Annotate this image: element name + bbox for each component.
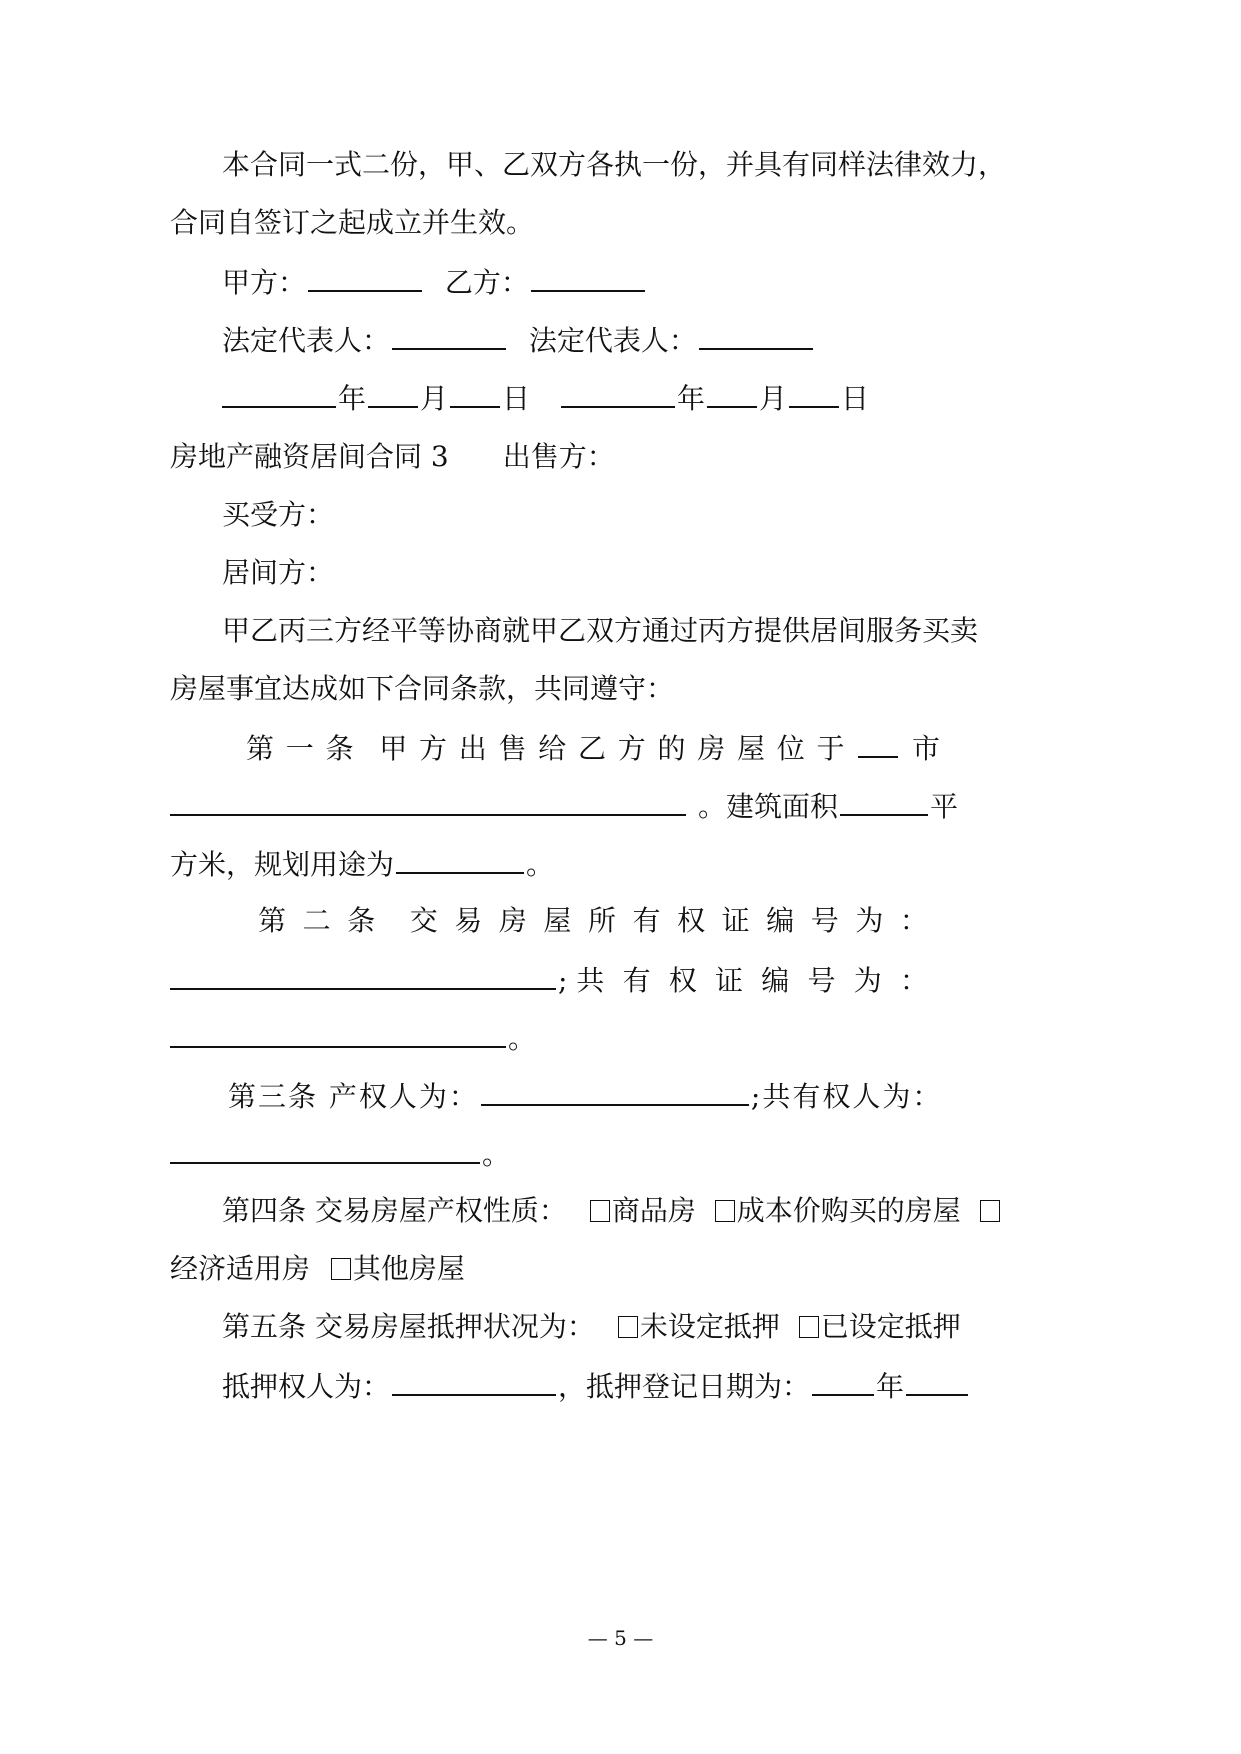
a1c12: 屋 [737, 732, 766, 765]
rep-a-blank[interactable] [392, 322, 506, 350]
article-2-line2 [168, 962, 928, 998]
party-b-blank[interactable] [531, 264, 645, 292]
owner-blank[interactable] [481, 1078, 749, 1106]
opt-mortgaged: 已设定抵押 [820, 1310, 961, 1343]
art3-end: 。 [482, 1138, 511, 1171]
party-b-label: 乙方： [444, 266, 529, 299]
buyer-label: 买受方： [222, 498, 335, 531]
opt-cost-price: 成本价购买的房屋 [736, 1194, 961, 1227]
a2k2: 权 [668, 964, 697, 997]
page-number: — 5 — [587, 1626, 654, 1650]
checkbox-commercial[interactable] [590, 1200, 610, 1222]
a2k0: ; 共 [558, 964, 605, 997]
article-2-line3 [168, 1020, 536, 1056]
opt-no-mortgage: 未设定抵押 [639, 1310, 780, 1343]
article-1-line3 [170, 846, 554, 882]
co-owner-blank[interactable] [170, 1136, 480, 1164]
property-type-label: 第四条 交易房屋产权性质： [222, 1194, 567, 1227]
a1c10: 的 [657, 732, 686, 765]
use-label: 方米，规划用途为 [170, 848, 395, 881]
a1c13: 位 [776, 732, 805, 765]
mortgage-line [222, 1368, 970, 1404]
city-blank[interactable] [858, 730, 898, 758]
a2c9: 权 [677, 904, 706, 937]
article-2-line1 [258, 904, 928, 938]
a1c14: 于 [816, 732, 845, 765]
a2c13: 为 [855, 904, 884, 937]
area-blank[interactable] [840, 788, 928, 816]
para-validity-line2: 合同自签订之起成立并生效。 [170, 206, 535, 239]
opt-other: 其他房屋 [352, 1252, 465, 1285]
a1c11: 房 [697, 732, 726, 765]
date-b-day: 日 [840, 382, 869, 415]
date-a-day: 日 [502, 382, 531, 415]
checkbox-affordable[interactable] [980, 1200, 1000, 1222]
area-label: 。建筑面积 [698, 790, 839, 823]
date-b-day-blank[interactable] [789, 380, 839, 408]
a1c2: 条 [325, 732, 354, 765]
seller-label: 出售方： [502, 440, 615, 473]
a2c8: 有 [632, 904, 661, 937]
party-a-label: 甲方： [222, 266, 307, 299]
area-unit: 平 [930, 790, 959, 823]
sign-parties [222, 264, 647, 300]
a2c12: 号 [810, 904, 839, 937]
a2c6: 屋 [543, 904, 572, 937]
a2c1: 二 [302, 904, 331, 937]
date-a-year-blank[interactable] [222, 380, 336, 408]
mortgage-status-label: 第五条 交易房屋抵押状况为： [222, 1310, 595, 1343]
date-a-month-blank[interactable] [368, 380, 418, 408]
art2-end: 。 [508, 1022, 537, 1055]
a2c0: 第 [258, 904, 287, 937]
a2k5: 号 [807, 964, 836, 997]
date-b-year-blank[interactable] [561, 380, 675, 408]
date-a-year: 年 [338, 382, 367, 415]
owner-label: 第三条 产权人为： [228, 1080, 479, 1113]
a1c5: 出 [458, 732, 487, 765]
mortgagee-label: 抵押权人为： [222, 1370, 391, 1403]
a2k6: 为 [853, 964, 882, 997]
article-1-line2 [168, 788, 958, 824]
article-3-line2 [168, 1136, 510, 1172]
a2c3: 交 [409, 904, 438, 937]
mortgage-date-label: ，抵押登记日期为： [558, 1370, 811, 1403]
a2c7: 所 [587, 904, 616, 937]
date-b-year: 年 [676, 382, 705, 415]
contract-heading [170, 440, 615, 474]
sign-dates [220, 380, 869, 416]
a1c1: 一 [285, 732, 314, 765]
co-cert-blank[interactable] [170, 1020, 506, 1048]
article-4-line1 [222, 1194, 1002, 1228]
checkbox-cost-price[interactable] [715, 1200, 735, 1222]
article-3-line1 [228, 1078, 942, 1114]
use-end: 。 [526, 848, 555, 881]
a2c2: 条 [347, 904, 376, 937]
a2k1: 有 [622, 964, 651, 997]
a1c6: 售 [498, 732, 527, 765]
party-a-blank[interactable] [308, 264, 422, 292]
checkbox-other[interactable] [331, 1258, 351, 1280]
opt-commercial: 商品房 [611, 1194, 696, 1227]
mortgage-year: 年 [876, 1370, 905, 1403]
intro-line1: 甲乙丙三方经平等协商就甲乙双方通过丙方提供居间服务买卖 [222, 614, 979, 647]
sign-reps [222, 322, 815, 358]
use-blank[interactable] [396, 846, 524, 874]
a2c14: ： [899, 904, 928, 937]
article-1-line1 [246, 730, 940, 766]
checkbox-no-mortgage[interactable] [618, 1316, 638, 1338]
opt-affordable: 经济适用房 [170, 1252, 311, 1285]
a2k3: 证 [715, 964, 744, 997]
checkbox-mortgaged[interactable] [799, 1316, 819, 1338]
a1c4: 方 [419, 732, 448, 765]
date-a-month: 月 [420, 382, 449, 415]
date-a-day-blank[interactable] [450, 380, 500, 408]
a2c4: 易 [454, 904, 483, 937]
para-validity-line1: 本合同一式二份，甲、乙双方各执一份，并具有同样法律效力， [222, 148, 1007, 181]
rep-b-label: 法定代表人： [528, 324, 697, 357]
a1c8: 乙 [578, 732, 607, 765]
a2k4: 编 [761, 964, 790, 997]
a2c10: 证 [721, 904, 750, 937]
contract-title: 房地产融资居间合同 3 [170, 440, 449, 473]
intro-line2: 房屋事宜达成如下合同条款，共同遵守： [170, 672, 675, 705]
a1c7: 给 [538, 732, 567, 765]
mortgage-year-blank[interactable] [812, 1368, 874, 1396]
mortgage-month-blank[interactable] [906, 1368, 968, 1396]
a2k7: ： [899, 964, 928, 997]
rep-b-blank[interactable] [699, 322, 813, 350]
a1c0: 第 [246, 732, 275, 765]
a2c11: 编 [766, 904, 795, 937]
a1c9: 方 [617, 732, 646, 765]
broker-label: 居间方： [222, 556, 335, 589]
article-4-line2 [170, 1252, 465, 1286]
rep-a-label: 法定代表人： [222, 324, 391, 357]
address-blank[interactable] [170, 788, 686, 816]
mortgagee-blank[interactable] [392, 1368, 556, 1396]
article-5-line1 [222, 1310, 961, 1344]
co-cert-label [558, 964, 928, 998]
a2c5: 房 [498, 904, 527, 937]
date-b-month-blank[interactable] [707, 380, 757, 408]
co-owner-label: ;共有权人为： [750, 1080, 943, 1113]
ownership-cert-blank[interactable] [170, 962, 556, 990]
a1c3: 甲 [379, 732, 408, 765]
city-label: 市 [911, 732, 940, 765]
date-b-month: 月 [758, 382, 787, 415]
